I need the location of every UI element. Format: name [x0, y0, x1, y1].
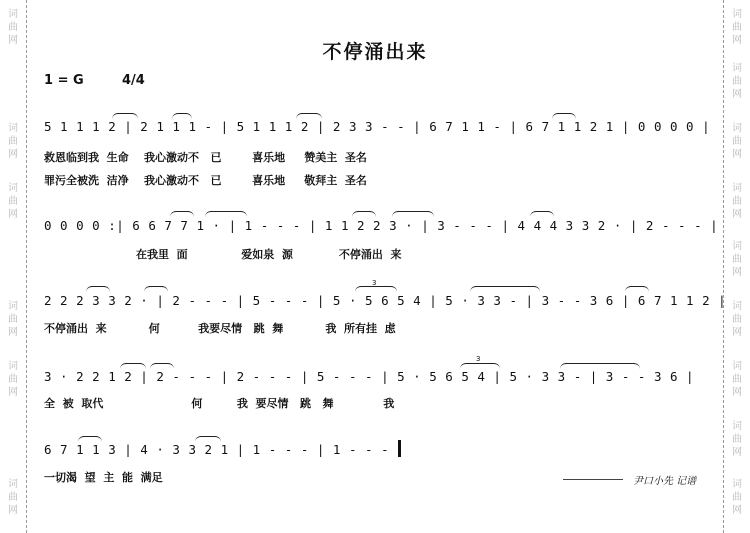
- left-margin: [0, 0, 27, 533]
- watermark-left-6: 词 曲 网: [8, 479, 18, 516]
- notation-row-1: 5 1 1 1 2 | 2 1 1 1 - | 5 1 1 1 2 | 2 3 3 - - | 6 7 1 1 - | 6 7 1 1 2 1 | 0 0 0 0 |: [44, 119, 711, 134]
- watermark-right-9: 词 曲 网: [732, 479, 742, 516]
- lyric-row-4: 全 被 取代 何 我 要尽情 跳 舞 我: [44, 397, 395, 410]
- credit-rule: [563, 479, 623, 480]
- notation-row-4: 3 · 2 2 1 2 | 2 - - - | 2 - - - | 5 - - - | 5 · 5 6 5 4 | 5 · 3 3 - | 3 - - 3 6 |: [44, 369, 695, 384]
- lyric-row-3: 不停涌出 来 何 我要尽情 跳 舞 我 所有挂 虑: [44, 322, 396, 335]
- lyric-row-5: 一切渴 望 主 能 满足: [44, 471, 163, 484]
- final-barline: [398, 440, 401, 457]
- lyric-row-2: 在我里 面 爱如泉 源 不停涌出 来: [136, 248, 402, 261]
- notation-row-2: 0 0 0 0 :| 6 6 7 7 1 · | 1 - - - | 1 1 2 2 3 · | 3 - - - | 4 4 4 3 3 2 · | 2 - - - |: [44, 218, 719, 233]
- watermark-right-3: 词 曲 网: [732, 123, 742, 160]
- transcriber-credit: 尹口小先 记谱: [633, 476, 697, 487]
- slur: [530, 211, 554, 217]
- notation-row-5: 6 7 1 1 3 | 4 · 3 3 2 1 | 1 - - - | 1 - - -: [44, 442, 390, 457]
- lyric-row-1-verse-1: 救恩临到我 生命 我心激动不 已 喜乐地 赞美主 圣名: [44, 151, 367, 164]
- slur: [144, 286, 168, 292]
- song-title: 不停涌出来: [322, 41, 428, 63]
- watermark-right-2: 词 曲 网: [732, 63, 742, 100]
- slur: [625, 286, 649, 292]
- triplet-mark: 3: [476, 355, 481, 363]
- watermark-right-1: 词 曲 网: [732, 9, 742, 46]
- notation-row-3: 2 2 2 3 3 2 · | 2 - - - | 5 - - - | 5 · 5 6 5 4 | 5 · 3 3 - | 3 - - 3 6 | 6 7 1 1 2 |: [44, 293, 727, 308]
- key-signature: 1 = G: [44, 73, 84, 88]
- watermark-left-4: 词 曲 网: [8, 301, 18, 338]
- slur: [352, 211, 376, 217]
- triplet-mark: 3: [372, 279, 377, 287]
- slur: [392, 211, 434, 217]
- watermark-right-8: 词 曲 网: [732, 421, 742, 458]
- watermark-left-5: 词 曲 网: [8, 361, 18, 398]
- slur: [470, 286, 540, 292]
- watermark-left-1: 词 曲 网: [8, 9, 18, 46]
- watermark-right-7: 词 曲 网: [732, 361, 742, 398]
- watermark-right-6: 词 曲 网: [732, 301, 742, 338]
- watermark-left-3: 词 曲 网: [8, 183, 18, 220]
- slur: [170, 211, 194, 217]
- lyric-row-1-verse-2: 罪污全被洗 洁净 我心激动不 已 喜乐地 敬拜主 圣名: [44, 174, 367, 187]
- watermark-right-4: 词 曲 网: [732, 183, 742, 220]
- watermark-right-5: 词 曲 网: [732, 241, 742, 278]
- slur: [205, 211, 247, 217]
- slur: [86, 286, 110, 292]
- time-signature: 4/4: [122, 73, 145, 88]
- watermark-left-2: 词 曲 网: [8, 123, 18, 160]
